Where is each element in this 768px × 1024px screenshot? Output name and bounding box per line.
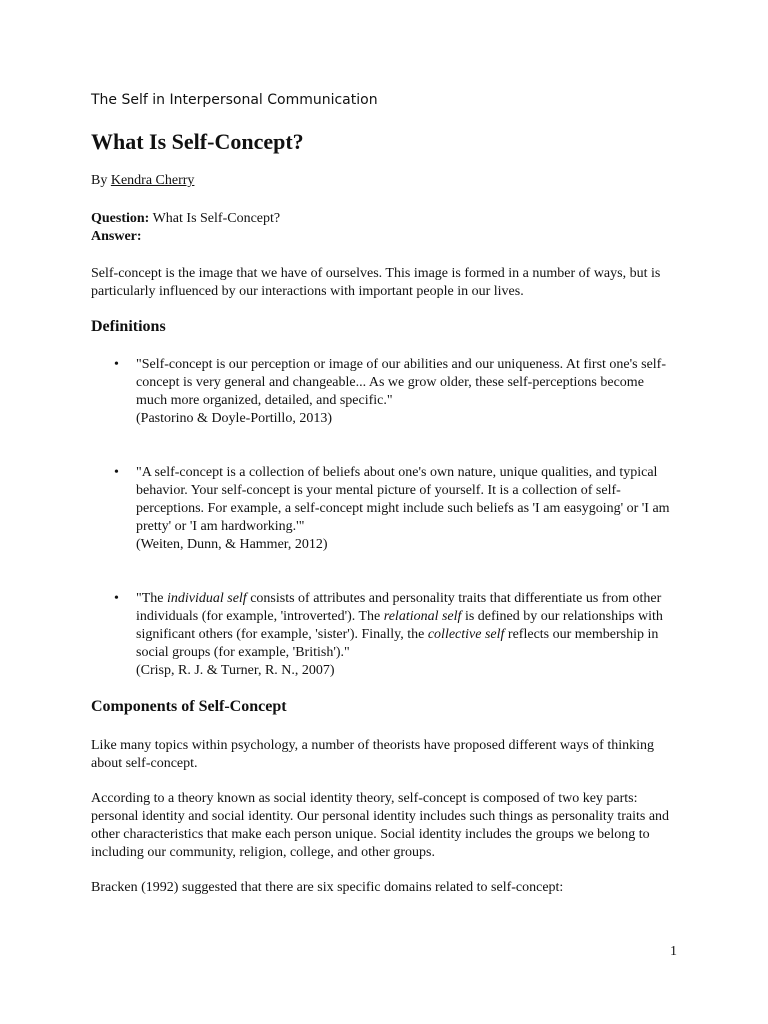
intro-paragraph: Self-concept is the image that we have of ourselves. This image is formed in a number of ways, but is particularly influenced by our interactions with important people in our lives. (91, 266, 661, 299)
question-answer (91, 210, 280, 246)
author-link[interactable]: Kendra Cherry (110, 173, 195, 188)
definition-quote: "A self-concept is a collection of beliefs about one's own nature, unique qualities, and typical behavior. Your self-concept is your mental picture of yourself. It is a collection of self-perceptions. For example, a self-concept might include such beliefs as 'I am easygoing' or 'I am pretty' or 'I am hardworking.'" (136, 465, 670, 534)
quote-italic: relational self (383, 609, 462, 624)
definition-citation: (Crisp, R. J. & Turner, R. N., 2007) (136, 663, 335, 678)
quote-text: is defined by our relationships with significant others (for example, 'sister'). Finally, the (136, 609, 663, 642)
question-text: What Is Self-Concept? (149, 211, 281, 226)
components-paragraph-2: According to a theory known as social identity theory, self-concept is composed of two key parts: personal identity and social identity. Our personal identity includes such things as personality traits and other characteristics that make each person unique. Social identity includes the groups we belong to including our community, religion, college, and other groups. (91, 791, 670, 860)
components-heading: Components of Self-Concept (91, 698, 287, 715)
byline-prefix: By (91, 173, 111, 188)
quote-text: "The (136, 591, 167, 606)
definition-citation: (Pastorino & Doyle-Portillo, 2013) (136, 411, 332, 426)
quote-italic: collective self (427, 627, 505, 642)
quote-text: consists of attributes and personality traits that differentiate us from other individuals (for example, 'introverted'). The (136, 591, 662, 624)
definition-quote (136, 590, 676, 662)
definitions-heading: Definitions (91, 318, 166, 335)
series-title: The Self in Interpersonal Communication (91, 92, 378, 108)
page-title: What Is Self-Concept? (91, 129, 304, 154)
bullet-marker: • (114, 357, 119, 372)
answer-line (91, 228, 280, 246)
quote-text: reflects our membership in social groups (for example, 'British')." (136, 627, 659, 660)
page-number: 1 (670, 944, 677, 959)
definition-item (116, 590, 676, 680)
definition-item (116, 356, 676, 428)
quote-italic: individual self (166, 591, 247, 606)
components-paragraph-3: Bracken (1992) suggested that there are six specific domains related to self-concept: (91, 880, 564, 895)
byline (91, 173, 194, 189)
answer-label: Answer: (91, 229, 142, 244)
definition-citation: (Weiten, Dunn, & Hammer, 2012) (136, 537, 328, 552)
question-label: Question: (91, 211, 150, 226)
bullet-marker: • (114, 591, 119, 606)
components-paragraph-1: Like many topics within psychology, a number of theorists have proposed different ways of thinking about self-concept. (91, 738, 655, 771)
definition-item (116, 464, 676, 554)
question-line (91, 210, 280, 228)
bullet-marker: • (114, 465, 119, 480)
definition-quote: "Self-concept is our perception or image of our abilities and our uniqueness. At first one's self-concept is very general and changeable... As we grow older, these self-perceptions become much more organized, detailed, and specific." (136, 357, 666, 408)
